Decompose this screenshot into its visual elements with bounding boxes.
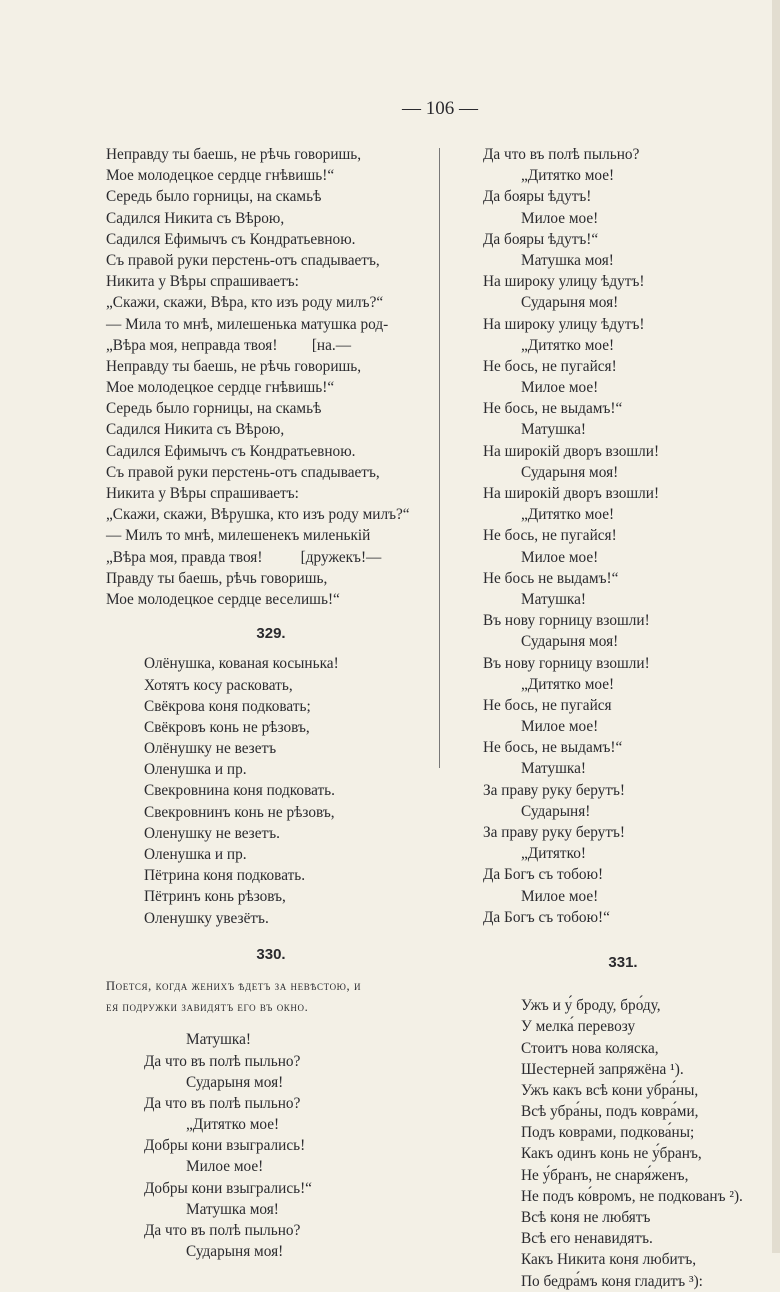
song-330-line: На широку улицу ѣдутъ! — [483, 315, 645, 333]
song-330-line: Не бось, не пугайся! — [483, 357, 617, 375]
right-column — [483, 144, 763, 1292]
song-331-line: Не подъ ко́вромъ, не подкованъ ²). — [521, 1187, 743, 1205]
song-330 — [106, 1029, 436, 1262]
song-328-continuation — [106, 144, 436, 610]
song-330-line: Милое мое! — [521, 887, 599, 905]
song-331-line: У мелка́ перевозу — [521, 1018, 636, 1036]
song-331-line: Какъ одинъ конь не у́бранъ, — [521, 1145, 702, 1163]
song-331-line: Не у́бранъ, не снаря́женъ, — [521, 1166, 689, 1184]
song-329-line: Пётринъ конь рѣзовъ, — [144, 888, 286, 906]
song-328-line: Никита у Вѣры спрашиваетъ: — [106, 273, 299, 291]
song-330-line: Сударыня моя! — [186, 1243, 284, 1261]
song-330-continuation — [483, 144, 763, 928]
song-330-line: Не бось, не выдамъ!“ — [483, 739, 623, 757]
caption-line: ея подружки завидятъ его въ окно. — [106, 1000, 309, 1015]
song-331-line: Какъ Никита коня любитъ, — [521, 1251, 697, 1269]
song-328-line: Середь было горницы, на скамьѣ — [106, 188, 322, 206]
song-329 — [106, 653, 436, 928]
song-330-line: На широку улицу ѣдутъ! — [483, 273, 645, 291]
page-edge — [772, 0, 780, 1253]
song-328-line: Садился Никита съ Вѣрою, — [106, 209, 285, 227]
song-329-line: Оленушка и пр. — [144, 846, 247, 863]
song-330-line: Матушка! — [521, 590, 586, 608]
song-331-line: Стоитъ нова коляска, — [521, 1039, 659, 1057]
song-330-line: За праву руку берутъ! — [483, 824, 626, 841]
song-330-line: Матушка! — [521, 760, 586, 778]
song-329-line: Свёкрова коня подковать; — [144, 697, 311, 715]
column-divider — [439, 148, 440, 768]
song-330-line: „Дитятко мое! — [521, 336, 615, 354]
song-331 — [483, 995, 763, 1292]
song-328-line: Неправду ты баешь, не рѣчь говоришь, — [106, 146, 362, 163]
song-330-line: Добры кони взыгрались!“ — [144, 1179, 312, 1197]
song-328-line: Садился Ефимычъ съ Кондратьевною. — [106, 230, 356, 248]
song-331-line: По бедра́мъ коня гладитъ ³): — [521, 1272, 703, 1290]
song-330-line: Не бось не выдамъ!“ — [483, 569, 619, 587]
song-330-line: „Дитятко мое! — [186, 1116, 280, 1134]
song-330-line: На широкій дворъ взошли! — [483, 442, 660, 460]
song-330-line: Милое мое! — [521, 379, 599, 397]
song-330-line: Милое мое! — [521, 718, 599, 736]
song-328-line: — Мила то мнѣ, милешенька матушка род- — [106, 315, 389, 333]
left-column — [106, 144, 436, 1262]
song-330-line: Да что въ полѣ пыльно? — [483, 146, 640, 163]
song-330-line: „Дитятко мое! — [521, 167, 615, 185]
song-330-line: На широкій дворъ взошли! — [483, 485, 660, 502]
song-330-line: Сударыня моя! — [521, 294, 619, 312]
song-329-line: Хотятъ косу расковать, — [144, 676, 293, 694]
song-330-line: Матушка! — [521, 421, 586, 439]
song-330-caption — [106, 976, 436, 1018]
song-328-line: Середь было горницы, на скамьѣ — [106, 400, 322, 418]
song-330-line: За праву руку берутъ! — [483, 781, 626, 799]
song-328-line: Мое молодецкое сердце гнѣвишь!“ — [106, 379, 335, 397]
caption-line: Поется, когда женихъ ѣдетъ за невѣстою, и — [106, 978, 362, 993]
song-330-line: „Дитятко мое! — [521, 506, 615, 524]
song-330-line: Да Богъ съ тобою! — [483, 866, 604, 884]
song-331-number: 331. — [608, 953, 638, 971]
song-329-line: Оленушку не везетъ. — [144, 824, 280, 842]
song-330-line: Да Богъ съ тобою!“ — [483, 908, 610, 926]
song-330-line: Да бояры ѣдутъ! — [483, 188, 592, 206]
song-329-line: Оленушку увезётъ. — [144, 909, 269, 927]
song-328-line: Никита у Вѣры спрашиваетъ: — [106, 485, 299, 502]
song-328-line: Съ правой руки перстень-отъ спадываетъ, — [106, 463, 380, 481]
song-329-line: Оленушка и пр. — [144, 761, 247, 779]
song-330-line: Да что въ полѣ пыльно? — [144, 1094, 301, 1112]
song-328-line: Неправду ты баешь, не рѣчь говоришь, — [106, 357, 362, 375]
song-331-line: Ужъ и у́ броду, бро́ду, — [521, 997, 661, 1015]
song-328-line: „Скажи, скажи, Вѣрушка, кто изъ роду милъ?“ — [106, 506, 410, 524]
song-330-number: 330. — [256, 945, 286, 963]
song-329-line: Олёнушку не везетъ — [144, 740, 277, 758]
song-328-line: — Милъ то мнѣ, милешенекъ миленькій — [106, 527, 371, 545]
song-329-line: Свекровнинъ конь не рѣзовъ, — [144, 803, 335, 821]
song-330-line: Матушка моя! — [186, 1200, 279, 1218]
song-330-line: Милое мое! — [521, 548, 599, 566]
song-330-line: Сударыня моя! — [521, 633, 619, 651]
song-329-line: Олёнушка, кованая косынька! — [144, 655, 339, 673]
page-number: — 106 — — [402, 98, 478, 119]
song-329-line: Свекровнина коня подковать. — [144, 782, 335, 800]
song-330-line: Сударыня моя! — [186, 1073, 284, 1091]
song-330-line: „Дитятко! — [521, 845, 587, 863]
song-330-line: Матушка! — [186, 1031, 251, 1049]
song-328-line: „Скажи, скажи, Вѣра, кто изъ роду милъ?“ — [106, 294, 384, 312]
song-328-line: Мое молодецкое сердце гнѣвишь!“ — [106, 167, 335, 185]
song-330-line: Добры кони взыгрались! — [144, 1137, 306, 1155]
song-329-line: Свёкровъ конь не рѣзовъ, — [144, 718, 310, 736]
song-330-line: Милое мое! — [521, 209, 599, 227]
song-330-line: Въ нову горницу взошли! — [483, 612, 650, 630]
song-331-line: Шестерней запряжёна ¹). — [521, 1060, 684, 1078]
song-331-line: Ужъ какъ всѣ кони убра́ны, — [521, 1081, 699, 1099]
song-329-number: 329. — [256, 625, 286, 643]
song-330-line: Въ нову горницу взошли! — [483, 654, 650, 672]
song-329-line: Пётрина коня подковать. — [144, 867, 306, 885]
song-330-line: Сударыня моя! — [521, 463, 619, 481]
song-330-line: Матушка моя! — [521, 251, 614, 269]
song-330-line: Да что въ полѣ пыльно? — [144, 1222, 301, 1239]
song-330-line: Не бось, не пугайся! — [483, 527, 617, 545]
song-331-line: Подъ коврами, подкова́ны; — [521, 1124, 695, 1142]
song-331-line: Всѣ коня не любятъ — [521, 1209, 651, 1226]
song-328-line: Съ правой руки перстень-отъ спадываетъ, — [106, 251, 380, 269]
song-328-line: Мое молодецкое сердце веселишь!“ — [106, 590, 340, 608]
song-328-line: „Вѣра моя, неправда твоя! [на.— — [106, 336, 352, 354]
song-330-line: Милое мое! — [186, 1158, 264, 1176]
song-331-line: Всѣ его ненавидятъ. — [521, 1230, 653, 1248]
song-330-line: Не бось, не пугайся — [483, 696, 612, 714]
song-328-line: Садился Ефимычъ съ Кондратьевною. — [106, 442, 356, 460]
song-330-line: Да бояры ѣдутъ!“ — [483, 230, 599, 248]
song-328-line: Садился Никита съ Вѣрою, — [106, 421, 285, 439]
song-330-line: Не бось, не выдамъ!“ — [483, 400, 623, 418]
song-330-line: Сударыня! — [521, 802, 591, 820]
song-328-line: „Вѣра моя, правда твоя! [дружекъ!— — [106, 548, 382, 566]
song-331-line: Всѣ убра́ны, подъ ковра́ми, — [521, 1103, 699, 1121]
song-330-line: „Дитятко мое! — [521, 675, 615, 693]
song-328-line: Правду ты баешь, рѣчь говоришь, — [106, 569, 328, 587]
song-330-line: Да что въ полѣ пыльно? — [144, 1052, 301, 1070]
